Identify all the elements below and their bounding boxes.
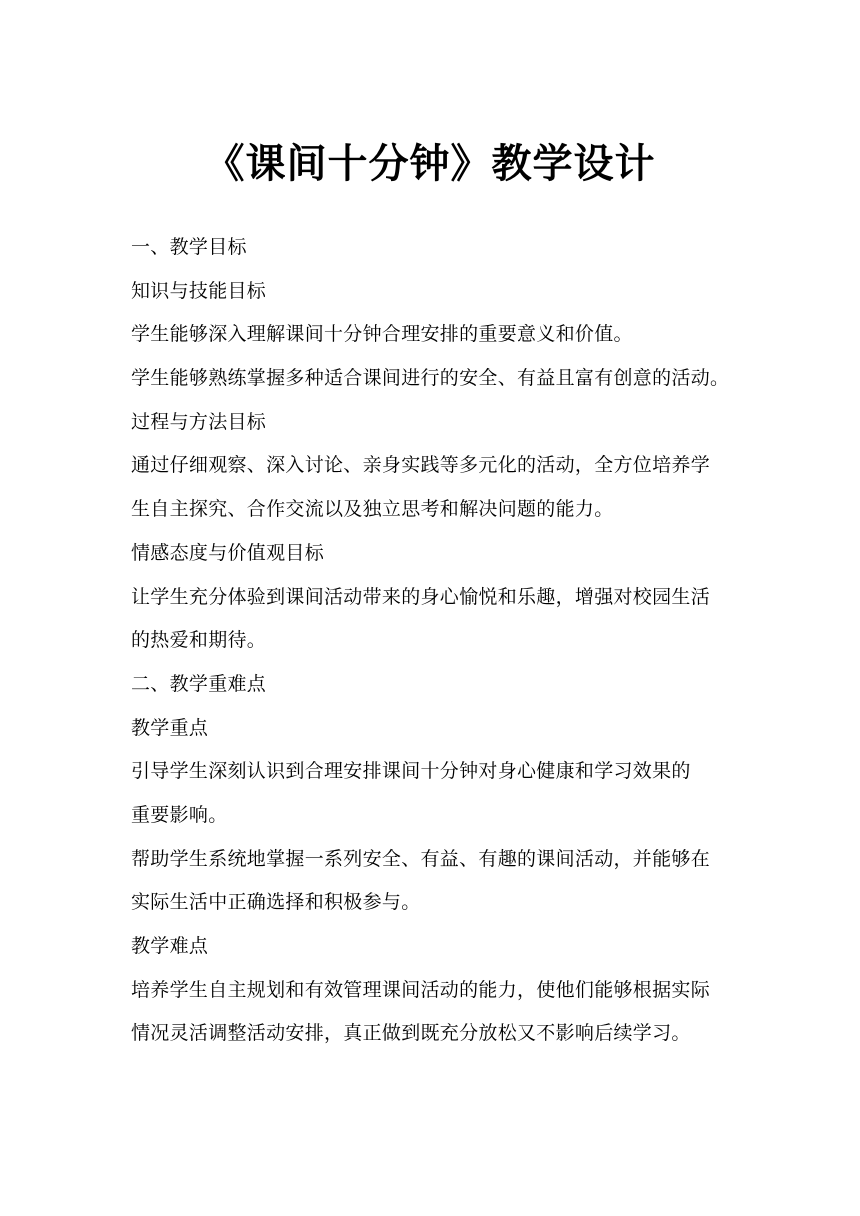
body-line: 通过仔细观察、深入讨论、亲身实践等多元化的活动，全方位培养学 [131,454,711,477]
body-line: 学生能够深入理解课间十分钟合理安排的重要意义和价值。 [131,323,633,346]
body-line: 帮助学生系统地掌握一系列安全、有益、有趣的课间活动，并能够在 [131,847,711,870]
body-line: 的热爱和期待。 [131,629,267,652]
subheading-difficult-points: 教学难点 [131,935,209,957]
document-body [131,226,741,1056]
body-line: 学生能够熟练掌握多种适合课间进行的安全、有益且富有创意的活动。 [131,367,730,390]
body-line: 重要影响。 [131,803,228,826]
subheading-knowledge-skills: 知识与技能目标 [131,279,267,302]
subheading-key-points: 教学重点 [131,716,209,739]
subheading-emotion-values: 情感态度与价值观目标 [131,541,325,564]
body-line: 实际生活中正确选择和积极参与。 [131,891,421,914]
section-heading-objectives: 一、教学目标 [131,236,247,258]
body-line: 引导学生深刻认识到合理安排课间十分钟对身心健康和学习效果的 [131,760,691,783]
body-line: 生自主探究、合作交流以及独立思考和解决问题的能力。 [131,498,614,521]
body-line: 情况灵活调整活动安排，真正做到既充分放松又不影响后续学习。 [131,1022,691,1045]
section-heading-key-difficult: 二、教学重难点 [131,672,267,695]
document-title: 《课间十分钟》教学设计 [204,140,656,187]
body-line: 培养学生自主规划和有效管理课间活动的能力，使他们能够根据实际 [131,978,711,1001]
body-line: 让学生充分体验到课间活动带来的身心愉悦和乐趣，增强对校园生活 [131,585,711,608]
subheading-process-method: 过程与方法目标 [131,410,267,433]
